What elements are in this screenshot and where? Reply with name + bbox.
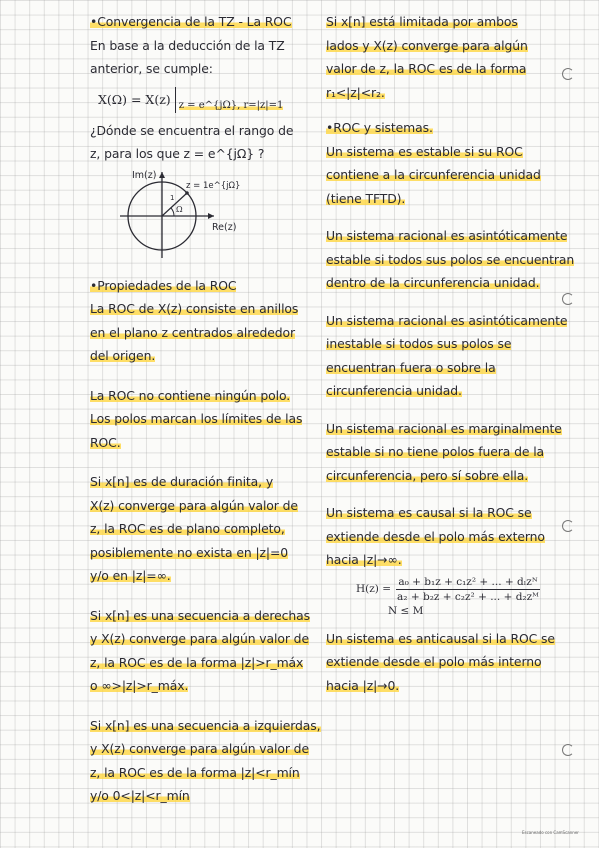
re-label: Re(z): [212, 221, 237, 233]
left-column: [90, 10, 321, 826]
point-label: z = 1e^{jΩ}: [186, 180, 241, 191]
transfer-function-formula: [356, 576, 554, 603]
angle-label: Ω: [176, 204, 183, 214]
section-convergencia: [90, 10, 310, 262]
property-paragraph: Si x[n] es una secuencia a derechas y X(z) converge para algún valor de z, la ROC es de la forma |z|>r_máx o ∞>|z|>r_máx.: [90, 607, 310, 693]
order-condition: N ≤ M: [388, 604, 424, 617]
system-paragraph: Un sistema racional es asintóticamente inestable si todos sus polos se encuentran fuera o sobre la circunferencia unidad.: [326, 312, 568, 398]
system-paragraph: Un sistema racional es marginalmente estable si no tiene polos fuera de la circunferencia, pero sí sobre ella.: [326, 420, 562, 483]
binder-hole-icon: [562, 744, 574, 756]
property-paragraph: Si x[n] es de duración finita, y X(z) converge para algún valor de z, la ROC es de plano completo, posiblemente no exista en |z|=0 y/o en |z|=∞.: [90, 474, 298, 583]
question-line: z, para los que z = e^{jΩ} ?: [90, 146, 265, 161]
tz-formula: [98, 87, 310, 113]
section-propiedades: [90, 274, 321, 808]
im-label: Im(z): [132, 169, 157, 181]
h-denominator: a₂ + b₂z + c₂z² + ... + d₂zᴹ: [397, 590, 539, 603]
roc-two-sided-paragraph: Si x[n] está limitada por ambos lados y X(z) converge para algún valor de z, la ROC es de la forma r₁<|z|<r₂.: [326, 14, 528, 100]
system-paragraph: Un sistema es anticausal si la ROC se extiende desde el polo más interno hacia |z|→0.: [326, 630, 555, 693]
unit-label: 1: [170, 193, 175, 202]
property-paragraph: La ROC no contiene ningún polo. Los polos marcan los límites de las ROC.: [90, 387, 303, 450]
binder-hole-icon: [562, 68, 574, 80]
formula-lhs: X(Ω) = X(z): [98, 92, 171, 107]
intro-line: anterior, se cumple:: [90, 61, 213, 76]
evaluation-bar: [175, 87, 176, 113]
angle-arc: [171, 208, 174, 216]
re-axis-arrow: [208, 213, 214, 219]
im-axis-arrow: [159, 172, 165, 178]
section-title: •Propiedades de la ROC: [90, 277, 237, 293]
section-title: •ROC y sistemas.: [326, 120, 433, 135]
property-paragraph: La ROC de X(z) consiste en anillos en el plano z centrados alrededor del origen.: [90, 301, 299, 363]
h-lhs: H(z) =: [356, 583, 392, 595]
system-paragraph: Un sistema racional es asintóticamente estable si todos sus polos se encuentran dentro de la circunferencia unidad.: [326, 228, 575, 290]
formula-eval: z = e^{jΩ}, r=|z|=1: [178, 100, 284, 111]
h-fraction: [395, 576, 541, 603]
question-line: ¿Dónde se encuentra el rango de: [90, 122, 294, 138]
system-paragraph: Un sistema es estable si su ROC contiene a la circunferencia unidad (tiene TFTD).: [326, 143, 541, 206]
radius-vector: [162, 193, 187, 216]
h-numerator: a₀ + b₁z + c₁z² + ... + dₗzᴺ: [398, 575, 538, 588]
intro-line: En base a la deducción de la TZ: [90, 37, 285, 53]
scanner-credit: Escaneado con CamScanner: [522, 830, 579, 835]
section-title: •Convergencia de la TZ - La ROC: [90, 14, 292, 29]
system-paragraph: Un sistema es causal si la ROC se extiende desde el polo más externo hacia |z|→∞.: [326, 505, 545, 567]
right-column: [326, 10, 575, 697]
binder-hole-icon: [562, 293, 574, 305]
binder-hole-icon: [562, 520, 574, 532]
property-paragraph: Si x[n] es una secuencia a izquierdas, y X(z) converge para algún valor de z, la ROC es de la forma |z|<r_mín y/o 0<|z|<r_mín: [90, 717, 321, 803]
point-z: [185, 191, 189, 195]
unit-circle-diagram: [90, 166, 310, 262]
